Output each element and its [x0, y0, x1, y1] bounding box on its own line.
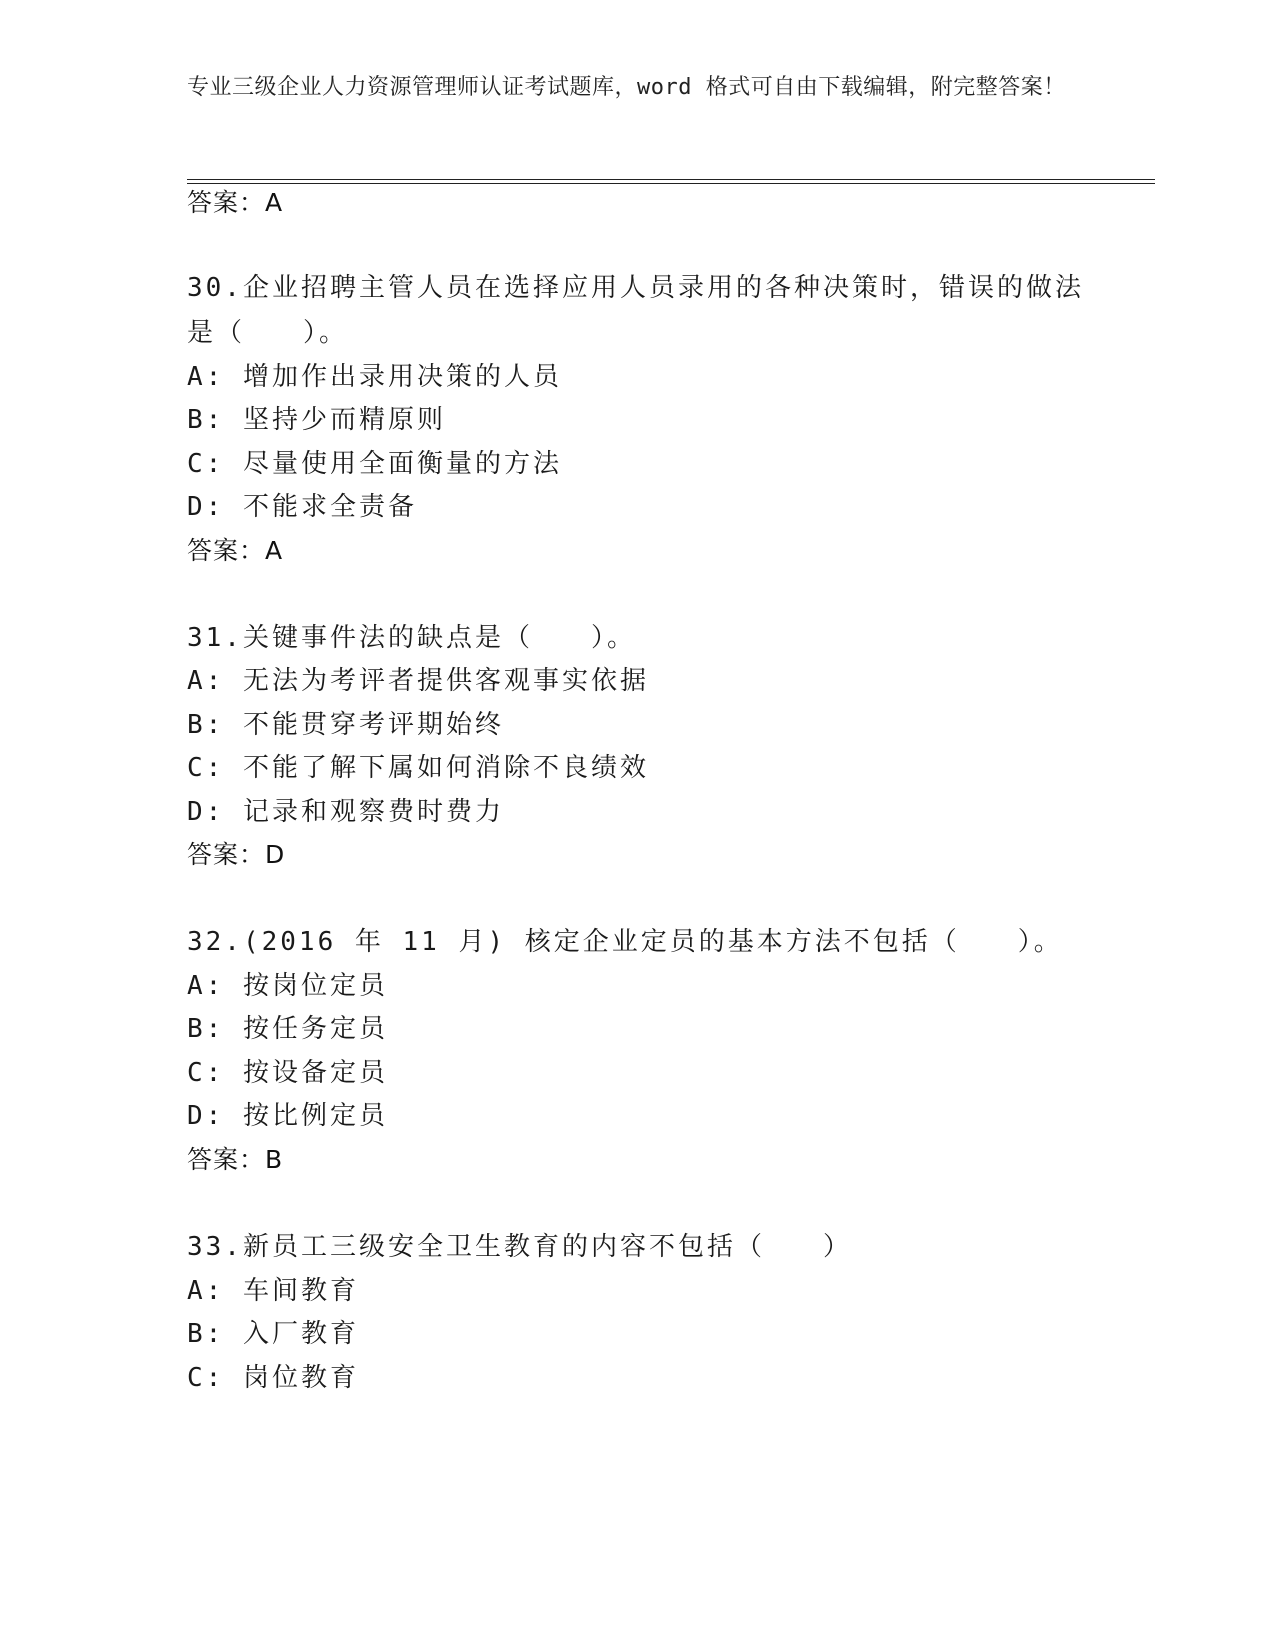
question-33-option-c: C: 岗位教育	[187, 1363, 359, 1393]
header-divider	[187, 179, 1155, 180]
question-31-answer: 答案：D	[187, 840, 286, 869]
question-31-option-c: C: 不能了解下属如何消除不良绩效	[187, 753, 649, 783]
header-divider-secondary	[187, 183, 1155, 184]
question-31-stem: 31.关键事件法的缺点是（ ）。	[187, 623, 636, 653]
question-31-option-d: D: 记录和观察费时费力	[187, 797, 504, 827]
question-30-option-b: B: 坚持少而精原则	[187, 405, 446, 435]
question-30-answer: 答案：A	[187, 536, 284, 565]
question-33-stem: 33.新员工三级安全卫生教育的内容不包括（ ）	[187, 1232, 852, 1262]
question-30-option-d: D: 不能求全责备	[187, 492, 417, 522]
question-32-option-c: C: 按设备定员	[187, 1058, 388, 1088]
question-31-option-b: B: 不能贯穿考评期始终	[187, 710, 504, 740]
question-32-option-b: B: 按任务定员	[187, 1014, 388, 1044]
question-33-option-b: B: 入厂教育	[187, 1319, 359, 1349]
question-30-option-c: C: 尽量使用全面衡量的方法	[187, 449, 562, 479]
document-page	[187, 0, 1155, 1650]
question-31-option-a: A: 无法为考评者提供客观事实依据	[187, 666, 649, 696]
question-32-stem: 32.(2016 年 11 月) 核定企业定员的基本方法不包括（ ）。	[187, 927, 1063, 957]
question-32-option-d: D: 按比例定员	[187, 1101, 388, 1131]
page-header: 专业三级企业人力资源管理师认证考试题库，word 格式可自由下载编辑，附完整答案！	[187, 75, 1066, 100]
question-30-option-a: A: 增加作出录用决策的人员	[187, 362, 562, 392]
question-30-stem: 30.企业招聘主管人员在选择应用人员录用的各种决策时，错误的做法是（ ）。	[187, 273, 1084, 348]
question-32-option-a: A: 按岗位定员	[187, 971, 388, 1001]
previous-question-answer: 答案：A	[187, 188, 284, 217]
question-33-option-a: A: 车间教育	[187, 1276, 359, 1306]
question-32-answer: 答案：B	[187, 1145, 284, 1174]
